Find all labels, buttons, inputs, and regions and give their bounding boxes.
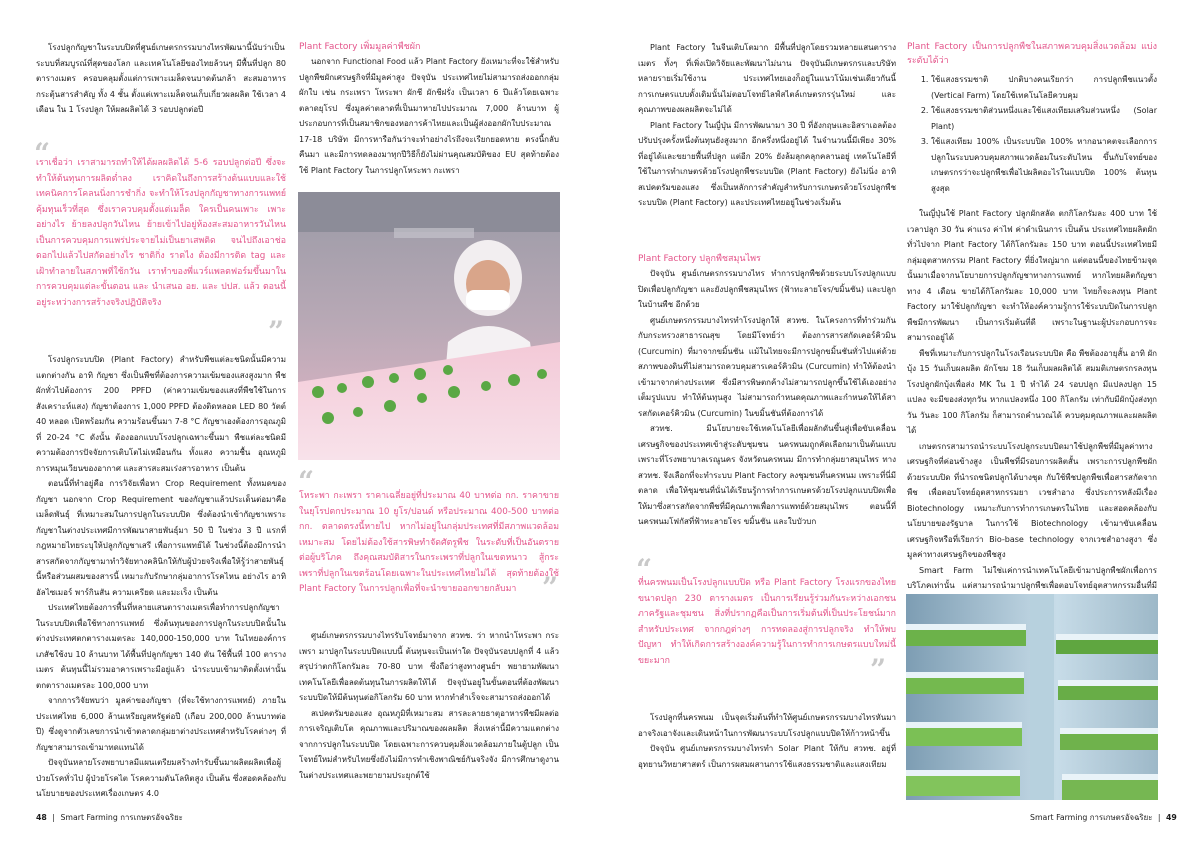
quote-close-icon: ” [542, 571, 559, 604]
body-paragraph: สเปคตรัมของแสง อุณหภูมิที่เหมาะสม สารละลายธาตุอาหารพืชมีผลต่อการเจริญเติบโต คุณภาพและปริมาณของผลผลิต สิ่งเหล่านี้มีความแตกต่างจากการปลูกในระบบปิด โดยเฉพาะการควบคุมสิ่งแวดล้อมภายในตู้ปลูก เป็นโจทย์ใหม่สำหรับไทยซึ่งยังไม่มีการทำเชิงพาณิชย์กันจริงจัง มีการศึกษาดูงานในต่างประเทศและพยายามประยุกต์ใช้ [299, 708, 559, 780]
left-col2-top [299, 40, 559, 178]
vertical-farm-illustration [906, 594, 1158, 800]
right-col3-intro [638, 40, 896, 211]
body-paragraph: นอกจาก Functional Food แล้ว Plant Factory ยังเหมาะที่จะใช้สำหรับปลูกพืชผักเศรษฐกิจที่มีมูลค่าสูง ปัจจุบัน ประเทศไทยไม่สามารถส่งออกกลุ่มผักใบ เช่น กระเพรา โหระพา ผักชี ผักชีฝรั่ง เป็นเวลา 6 ปีแล้วโดยเฉพาะตลาดยุโรป ซึ่งมูลค่าตลาดที่เป็นมาหายไปประมาณ 7,000 ล้านบาท ผู้ประกอบการที่เป็นสมาชิกของหอการค้าไทยและเป็นผู้ส่งออกผักใบประมาณ 17-18 บริษัท มีการหารือกันว่าจะทำอย่างไรถึงจะเรียกยอดหาย ตรงนี้กลับคืนมา และมีการทดลองมาทุกปีวิธีก็ยังไม่ผ่านคุณสมบัติของ EU สุดท้ายต้องใช้ Plant Factory ในการปลูกโหระพา กะเพรา [299, 57, 559, 175]
right-col3-section [638, 252, 896, 530]
right-pull-quote: ที่นครพนมเป็นโรงปลูกแบบปิด หรือ Plant Factory โรงแรกของไทย ขนาดปลูก 230 ตารางเมตร เป็นการเรียนรู้ร่วมกันระหว่างเอกชน ภาครัฐและชุมชน สิ่งที่ปรากฏคือเป็นการเริ่มต้นที่เป็นประโยชน์มากสำหรับประเทศ จากกฎต่างๆ การทดลองสู่การปลูกจริง ทำให้พบปัญหา ทำให้เกิดการสร้างองค์ความรู้ในการทำการเกษตรแบบใหม่นี้ขยะมาก [638, 578, 896, 666]
left-pull-quote-2: โหระพา กะเพรา ราคาเฉลี่ยอยู่ที่ประมาณ 40 บาทต่อ กก. ราคาขายในยุโรปตกประมาณ 10 ยูโร/ปอนด์ หรือประมาณ 400-500 บาทต่อ กก. ตลาดตรงนี้หายไป หากไม่อยู่ในกลุ่มประเทศที่มีสภาพแวดล้อมเหมาะสม โดยไม่ต้องใช้สารพิษทำจัดศัตรูพืช ในระดับที่เป็นอันตรายต่อผู้บริโภค ถึงคุณสมบัติสารในกระเพราที่ปลูกในเขตหนาว สู้กระเพราที่ปลูกในเขตร้อนโดยเฉพาะในประเทศไทยไม่ได้ สุดท้ายต้องใช้ Plant Factory ในการปลูกเพื่อที่จะนำขายออกขายกลับมา [299, 491, 559, 594]
section-heading: Plant Factory เพิ่มมูลค่าพืชผัก [299, 42, 421, 52]
magazine-title: Smart Farming การเกษตรอัจฉริยะ [1030, 813, 1153, 822]
body-paragraph: Smart Farm ไม่ใช่แค่การนำเทคโนโลยีเข้ามาปลูกพืชผักเพื่อการบริโภคเท่านั้น แต่สามารถนำมาปลูกพืชเพื่อตอบโจทย์อุตสาหกรรมอื่นที่มี [907, 565, 1157, 590]
quote-open-icon: “ [636, 553, 653, 586]
right-footer: Smart Farming การเกษตรอัจฉริยะ | 49 [1030, 813, 1177, 822]
list-item: 3. ใช้แสงเทียม 100% เป็นระบบปิด 100% หากอนาคตจะเลือกการปลูกในระบบควบคุมสภาพแวดล้อมในระดับไหน ขึ้นกับโจทย์ของเกษตรกรว่าจะปลูกพืชเพื่อไปผลิตอะไรในแบบปิด 100% ต้นทุนสูงสุด [931, 134, 1157, 196]
right-col4-top [907, 40, 1157, 196]
body-paragraph: Plant Factory ในจีนเติบโตมาก มีพื้นที่ปลูกโดยรวมหลายแสนตารางเมตร ทั้งๆ ที่เพิ่งเปิดวิจัยและพัฒนาไม่นาน ปัจจุบันมีเกษตรกรและบริษัทหลายรายเริ่มใช้งาน ประเทศไทยเองก็อยู่ในแนวโน้มเช่นเดียวกันนี้ การเกษตรแบบดั้งเดิมนั้นไม่ตอบโจทย์ไลฟ์สไตล์เกษตรกรรุ่นใหม่ และคุณภาพของผลผลิตจะไม่ได้ [638, 43, 896, 114]
left-footer: 48 | Smart Farming การเกษตรอัจฉริยะ [36, 813, 183, 822]
quote-close-icon: ” [870, 653, 887, 686]
body-paragraph: ประเทศไทยต้องการพื้นที่หลายแสนตารางเมตรเพื่อทำการปลูกกัญชาในระบบปิดเพื่อใช้ทางการแพทย์ ซึ่งต้นทุนของการปลูกในระบบปิดนั้นในต่างประเทศตกตารางเมตรละ 140,000-150,000 บาท ในไทยองค์การเภสัชใช้งบ 10 ล้านบาท ได้พื้นที่ปลูกกัญชา 140 ตัน ใช้พื้นที่ 100 ตารางเมตร ต้นทุนนี้ไม่รวมอาคารเพราะมีอยู่แล้ว นำระบบเข้ามาติดตั้งเท่านั้น ตกตารางเมตรละ 100,000 บาท [36, 603, 286, 690]
body-paragraph: Plant Factory ในญี่ปุ่น มีการพัฒนามา 30 ปี ที่อังกฤษและอิสราเอลต้องปรับปรุงครั้งหนึ่งต้นทุนยังสูงมาก อีกครึ่งหนึ่งอยู่ได้ ในจำนวนนี้มีเพียง 30% ที่อยู่ได้และขยายพื้นที่ปลูก แต่อีก 20% ยังล้มลุกคลุกคลานอยู่ เทคโนโลยีที่ใช้ในการทำเกษตรด้วยโรงปลูกพืชระบบปิด (Plant Factory) ยังไม่นิ่ง อาทิ สเปคตรัมของแสง ซึ่งเป็นหลักการสำคัญสำหรับการเกษตรด้วยโรงปลูกพืชระบบปิด (Plant Factory) และประเทศไทยอยู่ในช่วงเริ่มต้น [638, 120, 896, 207]
left-col1-intro [36, 40, 286, 118]
body-paragraph: โรงปลูกที่นครพนม เป็นจุดเริ่มต้นที่ทำให้ศูนย์เกษตรกรรมบางไทรหันมาอาจริงเอาจังและเดินหน้าในการพัฒนาระบบโรงปลูกแบบปิดให้ก้าวหน้าขึ้น [638, 713, 896, 738]
body-paragraph: สวทช. มีนโยบายจะใช้เทคโนโลยีเพื่อผลักดันขึ้นสู่เพื่อขับเคลื่อนเศรษฐกิจของประเทศเข้าสู่ระดับชุมชน นครพนมถูกคัดเลือกมาเป็นต้นแบบ เพราะที่โรงพยาบาลเรณูนคร จังหวัดนครพนม มีการทำกลุ่มยาสมุนไพร ทาง สวทช. จึงเลือกที่จะทำระบบ Plant Factory ลงชุมชนที่นครพนม เพราะที่นี่มีตลาด เพื่อให้ชุมชนที่นั่นได้เรียนรู้การทำการเกษตรด้วยโรงปลูกแบบปิดเพื่อให้มาซึ่งสารสกัดจากพืชที่มีคุณภาพเพื่อการแพทย์ด้วยสมุนไพร ตอนนี้ที่นครพนมโฟกัสที่ฟ้าทะลายโจร ขมิ้นชัน และใบบัวบก [638, 424, 896, 526]
body-paragraph: ปัจจุบัน ศูนย์เกษตรกรรมบางไทร ทำการปลูกพืชด้วยระบบโรงปลูกแบบปิดเพื่อปลูกกัญชา และยังปลูกพืชสมุนไพร (ฟ้าทะลายโจร/ขมิ้นชัน) และปลูกในบ้านพืช อีกด้วย [638, 269, 896, 309]
body-paragraph: เกษตรกรสามารถนำระบบโรงปลูกระบบปิดมาใช้ปลูกพืชที่มีมูลค่าทางเศรษฐกิจที่ค่อนข้างสูง เป็นพืชที่มีรอบการผลิตสั้น เพราะการปลูกพืชผักด้วยระบบปิด ที่นำรถชนิดปลูกได้บางชุด กับใช้พืชปลูกพืชเพื่อสารสกัดจากพืช เพื่อตอบโจทย์อุตสาหกรรมยา เวชสำอาง ซึ่งประการหลังมีเรื่อง Biotechnology เหมาะกับการทำการเกษตรในไทย และสอดคล้องกับนโยบายของรัฐบาล ในการใช้ Biotechnology เข้ามาขับเคลื่อนเศรษฐกิจหรือที่เรียกว่า Bio-base technology จากเวชสำอางสูงา ซึ่งมูลค่าทางเศรษฐกิจของพืชสูง [907, 441, 1157, 559]
body-paragraph: ศูนย์เกษตรกรรมบางไทรทำโรงปลูกให้ สวทช. ในโครงการที่ทำร่วมกันกับกระทรวงสาธารณสุข โดยมีโจทย์ว่า ต้องการสารสกัดเคอร์คิวมิน (Curcumin) ที่มาจากขมิ้นชัน แม้ในไทยจะมีการปลูกขมิ้นชันทั่วไปแต่ด้วยสภาพของดินที่ไม่สามารถควบคุมสารเคอร์คิวมิน (Curcumin) ทำให้ต้องนำเข้ามาจากต่างประเทศ ซึ่งมีสารพิษตกค้างไม่สามารถปลูกขึ้นใช้ได้เองอย่างเต็มรูปแบบ ทำให้ต้นทุนสูง ไม่สามารถกำหนดคุณภาพและกำหนดให้ได้สารสกัดเคอร์คิวมิน (Curcumin) ในขมิ้นชันที่ต้องการได้ [638, 315, 896, 418]
body-paragraph: ศูนย์เกษตรกรรมบางไทรรับโจทย์มาจาก สวทช. ว่า หากนำโหระพา กระเพรา มาปลูกในระบบปิดแบบนี้ ต้นทุนจะเป็นเท่าใด ปัจจุบันรอบปลูกที่ 4 แล้ว สรุปว่าตกกิโลกรัมละ 70-80 บาท ซึ่งถือว่าสูงทางศูนย์ฯ พยายามพัฒนาเทคโนโลยีเพื่อลดต้นทุนในการผลิตให้ได้ ปัจจุบันอยู่ในขั้นตอนที่ต้องพัฒนาระบบปิดให้มีต้นทุนต่อกิโลกรัม 60 บาท หากทำสำเร็จจะสามารถส่งออกได้ [299, 631, 559, 702]
right-col3-tail [638, 710, 896, 772]
body-paragraph: พืชที่เหมาะกับการปลูกในโรงเรือนระบบปิด คือ พืชต้องอายุสั้น อาทิ ผักบุ้ง 15 วันเก็บผลผลิต ผักโขม 18 วันเก็บผลผลิตได้ สมมติเกษตรกรลงทุนโรงปลูกผักบุ้งเพื่อส่ง MK ใน 1 ปี ทำได้ 24 รอบปลูก มีแปลงปลูก 15 แปลง จะมีของส่งทุกวัน หากแปลงหนึ่ง 100 กิโลกรัม เท่ากับมีผักบุ้งส่งทุกวัน วันละ 100 กิโลกรัม ก็สามารถคำนวณได้ ควบคุมคุณภาพและผลผลิตได้ [907, 348, 1158, 435]
page-number: 48 [36, 813, 47, 822]
control-levels-list [907, 72, 1157, 196]
left-col2-body [299, 628, 559, 783]
body-paragraph: ปัจจุบัน ศูนย์เกษตรกรรมบางไทรทำ Solar Plant ให้กับ สวทช. อยู่ที่อุทยานวิทยาศาสตร์ เป็นการผสมผสานการใช้แสงธรรมชาติและแสงเทียม [638, 744, 896, 769]
quote-open-icon: “ [34, 137, 51, 170]
magazine-title: Smart Farming การเกษตรอัจฉริยะ [60, 813, 183, 822]
section-heading: Plant Factory เป็นการปลูกพืชในสภาพควบคุมสิ่งแวดล้อม แบ่งระดับได้ว่า [907, 42, 1157, 66]
left-pull-quote-1: เราเชื่อว่า เราสามารถทำให้ได้ผลผลิตได้ 5-6 รอบปลูกต่อปี ซึ่งจะทำให้ต้นทุนการผลิตต่ำลง เราคิดในถึงการสร้างต้นแบบและใช้เทคนิคการโคลนนิ่งการชำกิ่ง จะทำให้โรงปลูกกัญชาทางการแพทย์คุ้มทุนเร็วที่สุด ซึ่งเราควบคุมตั้งแต่เมล็ด ใครเป็นคนเพาะ เพาะอย่างไร ย้ายลงปลูกวันไหน ย้ายเข้าไปอยู่ห้องสะสมอาหารวันไหน เป็นการควบคุมการแพร่ประจายไม่เป็นยาเสพติด จนไปถึงเอาช่อดอกไปแล้วไปสกัดอย่างไร ชาติกิ่ง ราตไง ต้องมีการติด tag และเฝ้าทำลายในสภาพที่ใช้กวัน เราทำของพี่แวร์แพลตฟอร์มขึ้นมาในการควบคุมแต่ละขั้นตอน และ นำเสนอ อย. และ ปปส. แล้ว ตอนนี้อยู่ระหว่างการสร้างจริงปฏิบัติจริง [36, 158, 286, 308]
body-paragraph: ในญี่ปุ่นใช้ Plant Factory ปลูกผักสลัด ตกกิโลกรัมละ 400 บาท ใช้เวลาปลูก 30 วัน ค่าแรง ค่าไฟ ค่าดำเนินการ เป็นต้น ประเทศไทยผลิตผักทั่วไปจาก Plant Factory ได้กิโลกรัมละ 150 บาท ตอนนี้ประเทศไทยมีกลุ่มอุตสาหกรรม Plant Factory ที่ยิ่งใหญ่มาก แต่ตอนนี้ของไทยข้ามจุดนั้นมาเมื่อจากนโยบายการปลูกกัญชาทางการแพทย์ หากไทยผลิตกัญชาทาง 4 เดือน ขายได้กิโลกรัมละ 10,000 บาท ไทยก็จะลงทุน Plant Factory มาใช้ปลูกกัญชา จะทำให้องค์ความรู้การใช้ระบบปิดในการปลูกพืชมีการพัฒนา เป็นการเริ่มต้นที่ดี เพราะในฐานะผู้ประกอบการจะสามารถอยู่ได้ [907, 209, 1157, 342]
body-paragraph: โรงปลูกระบบปิด (Plant Factory) สำหรับพืชแต่ละชนิดนั้นมีความแตกต่างกัน อาทิ กัญชา ซึ่งเป็นพืชที่ต้องการความเข้มของแสงสูงมาก พืชผักทั่วไปต้องการ 200 PPFD (ค่าความเข้มของแสงที่พืชใช้ในการสังเคราะห์แสง) กัญชาต้องการ 1,000 PPFD ต้องติดหลอด LED 80 วัตต์ 40 หลอด เปิดพร้อมกัน ความร้อนขึ้นมา 7-8 °C กัญชาเองต้องการอุณภูมิที่ 20-24 °C ดังนั้น ต้องออกแบบโรงปลูกเฉพาะขึ้นมา พืชแต่ละชนิดมีความต้องการปัจจัยการเติบโตไม่เหมือนกัน ทั้งแสง ความชื้น อุณหภูมิ การหมุนเวียนของอากาศ และสารสะสมเร่งสารอาหาร เป็นต้น [36, 355, 286, 473]
quote-close-icon: ” [268, 315, 285, 348]
body-paragraph: ปัจจุบันหลายโรงพยาบาลมีแผนเตรียมสร้างทำรับขึ้นมาผลิตผลิตเพื่อผู้ป่วยโรคทั่วไป ผู้ป่วยโรคไต โรคความดันโลหิตสูง เป็นต้น ซึ่งสอดคล้องกับนโยบายของประเทศเรื่องเกษตร 4.0 [36, 758, 286, 798]
body-paragraph: ตอนนี้ที่ทำอยู่คือ การวิจัยเพื่อหา Crop Requirement ทั้งหมดของกัญชา นอกจาก Crop Requirement ของกัญชาแล้วประเด็นต่อมาคือ เมล็ดพันธุ์ ที่เหมาะสมในการปลูกในระบบปิด ซึ่งต้องนำเข้ากัญชาเพราะกัญชาในต่างประเทศมีการพัฒนาสายพันธุ์มา 50 ปี ในช่วง 3 ปี แรกที่กฎหมายไทยระบุให้ปลูกกัญชาเสรี เพื่อการแพทย์ได้ ในช่วงนี้ต้องมีการนำสารสกัดจากกัญชามาทำวิจัยทางคลินิกให้กับผู้ป่วยจริงเพื่อให้รู้ว่าสายพันธุ์นี้หรือส่วนผสมของสารนี้ เหมาะกับรักษากลุ่มอาการโรคไหน อย่างไร อาทิ อัลไซเมอร์ พาร์กินสัน ความเครียด และมะเร็ง เป็นต้น [36, 479, 286, 597]
intro-paragraph: โรงปลูกกัญชาในระบบปิดที่ศูนย์เกษตรกรรมบางไทรพัฒนานี้นับว่าเป็นระบบที่สมบูรณ์ที่สุดของโลก และเทคโนโลยีของไทยล้วนๆ มีพื้นที่ปลูก 80 ตารางเมตร ครอบคลุมตั้งแต่การเพาะเมล็ดจนบาดต้นกล้า สะสมอาหาร กระตุ้นสารสำคัญ ทั้ง 4 ชั้น ตั้งแต่เพาะเมล็ดจนเก็บเกี่ยวผลผลิต ใช้เวลา 4 เดือน ใน 1 โรงปลูก ให้ผลผลิตได้ 3 รอบปลูกต่อปี [36, 43, 286, 114]
page-number: 49 [1166, 813, 1177, 822]
lab-worker-photo [298, 192, 560, 460]
body-paragraph: จากการวิจัยพบว่า มูลค่าของกัญชา (ที่จะใช้ทางการแพทย์) ภายในประเทศไทย 6,000 ล้านเหรียญสหรัฐต่อปี (เกือบ 200,000 ล้านบาทต่อปี) ซึ่งดูจากตัวเลขการนำเข้าตลาดกลุ่มยาต่างประเทศสำหรับโรคต่างๆ ที่กัญชาสามารถเข้ามาทดแทนได้ [36, 696, 286, 752]
section-heading: Plant Factory ปลูกพืชสมุนไพร [638, 254, 761, 264]
list-item: 2. ใช้แสงธรรมชาติส่วนหนึ่งและใช้แสงเทียมเสริมส่วนหนึ่ง (Solar Plant) [931, 103, 1157, 134]
quote-open-icon: “ [298, 465, 315, 498]
vertical-farm-photo [906, 594, 1158, 800]
lab-worker-illustration [298, 192, 560, 460]
list-item: 1. ใช้แสงธรรมชาติ ปกติบางคนเรียกว่า การปลูกพืชแนวตั้ง (Vertical Farm) โดยใช้เทคโนโลยีควบคุม [931, 72, 1157, 103]
left-col1-body [36, 352, 286, 802]
right-col4-body [907, 206, 1157, 625]
